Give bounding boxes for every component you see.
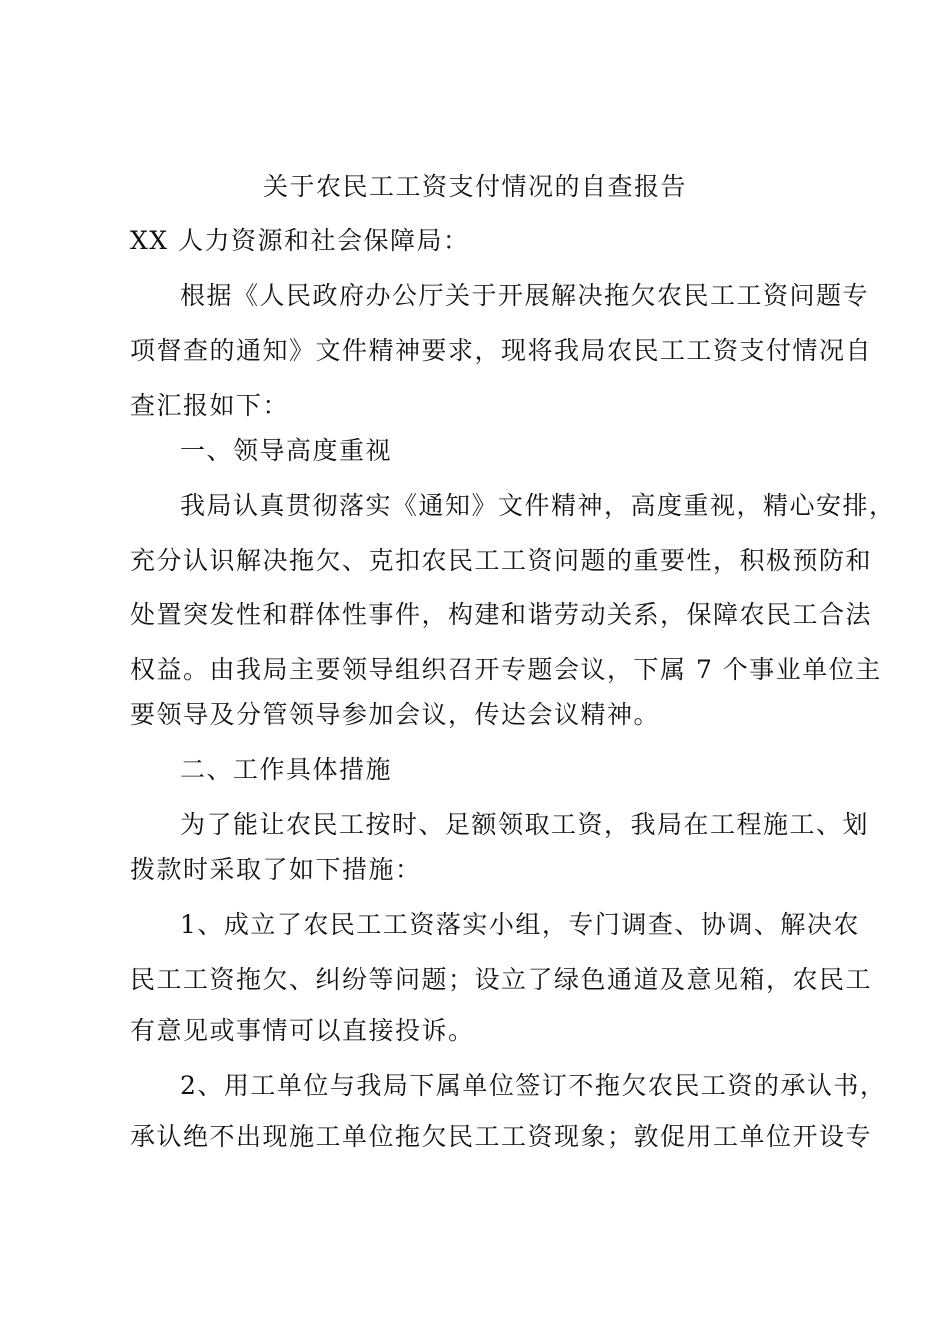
body-line: 项督查的通知》文件精神要求，现将我局农民工工资支付情况自 xyxy=(130,336,873,365)
body-line: 有意见或事情可以直接投诉。 xyxy=(130,1016,475,1045)
body-line: 我局认真贯彻落实《通知》文件精神，高度重视，精心安排， xyxy=(180,491,896,520)
body-line: 查汇报如下： xyxy=(130,391,290,420)
body-line: 为了能让农民工按时、足额领取工资，我局在工程施工、划 xyxy=(180,810,870,839)
section-heading: 一、领导高度重视 xyxy=(180,436,393,465)
body-line: 处置突发性和群体性事件，构建和谐劳动关系，保障农民工合法 xyxy=(130,600,873,629)
salutation: XX 人力资源和社会保障局： xyxy=(130,226,470,255)
body-line: 根据《人民政府办公厅关于开展解决拖欠农民工工资问题专 xyxy=(180,281,870,310)
body-line: 承认绝不出现施工单位拖欠民工工资现象；敦促用工单位开设专 xyxy=(130,1122,873,1151)
section-heading: 二、工作具体措施 xyxy=(180,755,393,784)
body-line: 2、用工单位与我局下属单位签订不拖欠农民工资的承认书， xyxy=(180,1071,887,1100)
document-title: 关于农民工工资支付情况的自查报告 xyxy=(262,172,687,201)
body-line: 要领导及分管领导参加会议，传达会议精神。 xyxy=(130,700,661,729)
body-line: 拨款时采取了如下措施： xyxy=(130,855,422,884)
body-line: 充分认识解决拖欠、克扣农民工工资问题的重要性，积极预防和 xyxy=(130,546,873,575)
body-line: 权益。由我局主要领导组织召开专题会议，下属 7 个事业单位主 xyxy=(130,655,882,684)
body-line: 1、成立了农民工工资落实小组，专门调查、协调、解决农 xyxy=(180,910,860,939)
body-line: 民工工资拖欠、纠纷等问题；设立了绿色通道及意见箱，农民工 xyxy=(130,965,873,994)
